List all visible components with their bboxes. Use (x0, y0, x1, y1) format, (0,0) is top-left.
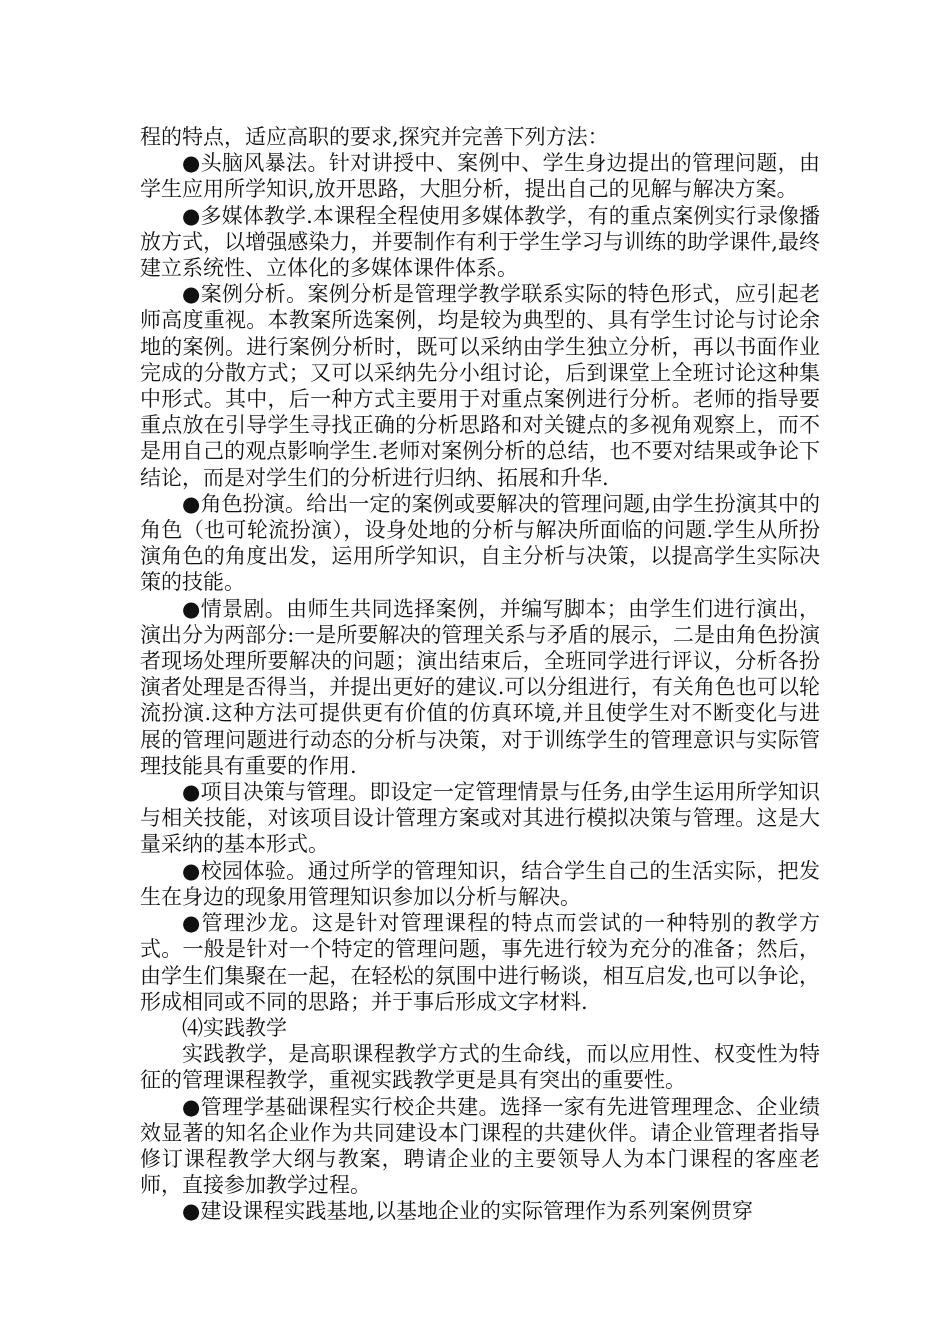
paragraph-multimedia-teaching: ●多媒体教学.本课程全程使用多媒体教学，有的重点案例实行录像播放方式，以增强感染力，并要制作有利于学生学习与训练的助学课件,最终建立系统性、立体化的多媒体课件体系。 (140, 203, 820, 281)
paragraph-role-play: ●角色扮演。给出一定的案例或要解决的管理问题,由学生扮演其中的角色（也可轮流扮演），设身处地的分析与解决所面临的问题.学生从所扮演角色的角度出发，运用所学知识，自主分析与决策，以提高学生实际决策的技能。 (140, 491, 820, 595)
paragraph-practice-intro: 实践教学，是高职课程教学方式的生命线，而以应用性、权变性为特征的管理课程教学，重视实践教学更是具有突出的重要性。 (140, 1042, 820, 1093)
document-body (140, 124, 820, 1225)
paragraph-practice-base: ●建设课程实践基地,以基地企业的实际管理作为系列案例贯穿 (182, 1199, 753, 1224)
paragraph-case-analysis: ●案例分析。案例分析是管理学教学联系实际的特色形式，应引起老师高度重视。本教案所选案例，均是较为典型的、具有学生讨论与讨论余地的案例。进行案例分析时，既可以采纳由学生独立分析，再以书面作业完成的分散方式；又可以采纳先分小组讨论，后到课堂上全班讨论这种集中形式。其中，后一种方式主要用于对重点案例进行分析。老师的指导要重点放在引导学生寻找正确的分析思路和对关键点的多视角观察上，而不是用自己的观点影响学生.老师对案例分析的总结，也不要对结果或争论下结论，而是对学生们的分析进行归纳、拓展和升华. (140, 282, 820, 490)
paragraph-intro: 程的特点，适应高职的要求,探究并完善下列方法： (140, 125, 609, 149)
paragraph-campus-experience: ●校园体验。通过所学的管理知识，结合学生自己的生活实际，把发生在身边的现象用管理知识参加以分析与解决。 (140, 858, 820, 909)
section-heading-practice-teaching: ⑷实践教学 (182, 1015, 287, 1040)
paragraph-school-enterprise: ●管理学基础课程实行校企共建。选择一家有先进管理理念、企业绩效显著的知名企业作为共同建设本门课程的共建伙伴。请企业管理者指导修订课程教学大纲与教案，聘请企业的主要领导人为本门课程的客座老师，直接参加教学过程。 (140, 1094, 820, 1198)
paragraph-management-salon: ●管理沙龙。这是针对管理课程的特点而尝试的一种特别的教学方式。一般是针对一个特定的管理问题，事先进行较为充分的准备；然后，由学生们集聚在一起，在轻松的氛围中进行畅谈，相互启发,也可以争论，形成相同或不同的思路；并于事后形成文字材料. (140, 911, 820, 1014)
paragraph-scenario-drama: ●情景剧。由师生共同选择案例，并编写脚本；由学生们进行演出，演出分为两部分:一是所要解决的管理关系与矛盾的展示，二是由角色扮演者现场处理所要解决的问题；演出结束后，全班同学进行评议，分析各扮演者处理是否得当，并提出更好的建议.可以分组进行，有关角色也可以轮流扮演.这种方法可提供更有价值的仿真环境,并且使学生对不断变化与进展的管理问题进行动态的分析与决策，对于训练学生的管理意识与实际管理技能具有重要的作用. (140, 596, 820, 778)
paragraph-brainstorming: ●头脑风暴法。针对讲授中、案例中、学生身边提出的管理问题，由学生应用所学知识,放开思路，大胆分析，提出自己的见解与解决方案。 (140, 151, 820, 202)
paragraph-project-decision: ●项目决策与管理。即设定一定管理情景与任务,由学生运用所学知识与相关技能，对该项目设计管理方案或对其进行模拟决策与管理。这是大量采纳的基本形式。 (140, 780, 820, 857)
